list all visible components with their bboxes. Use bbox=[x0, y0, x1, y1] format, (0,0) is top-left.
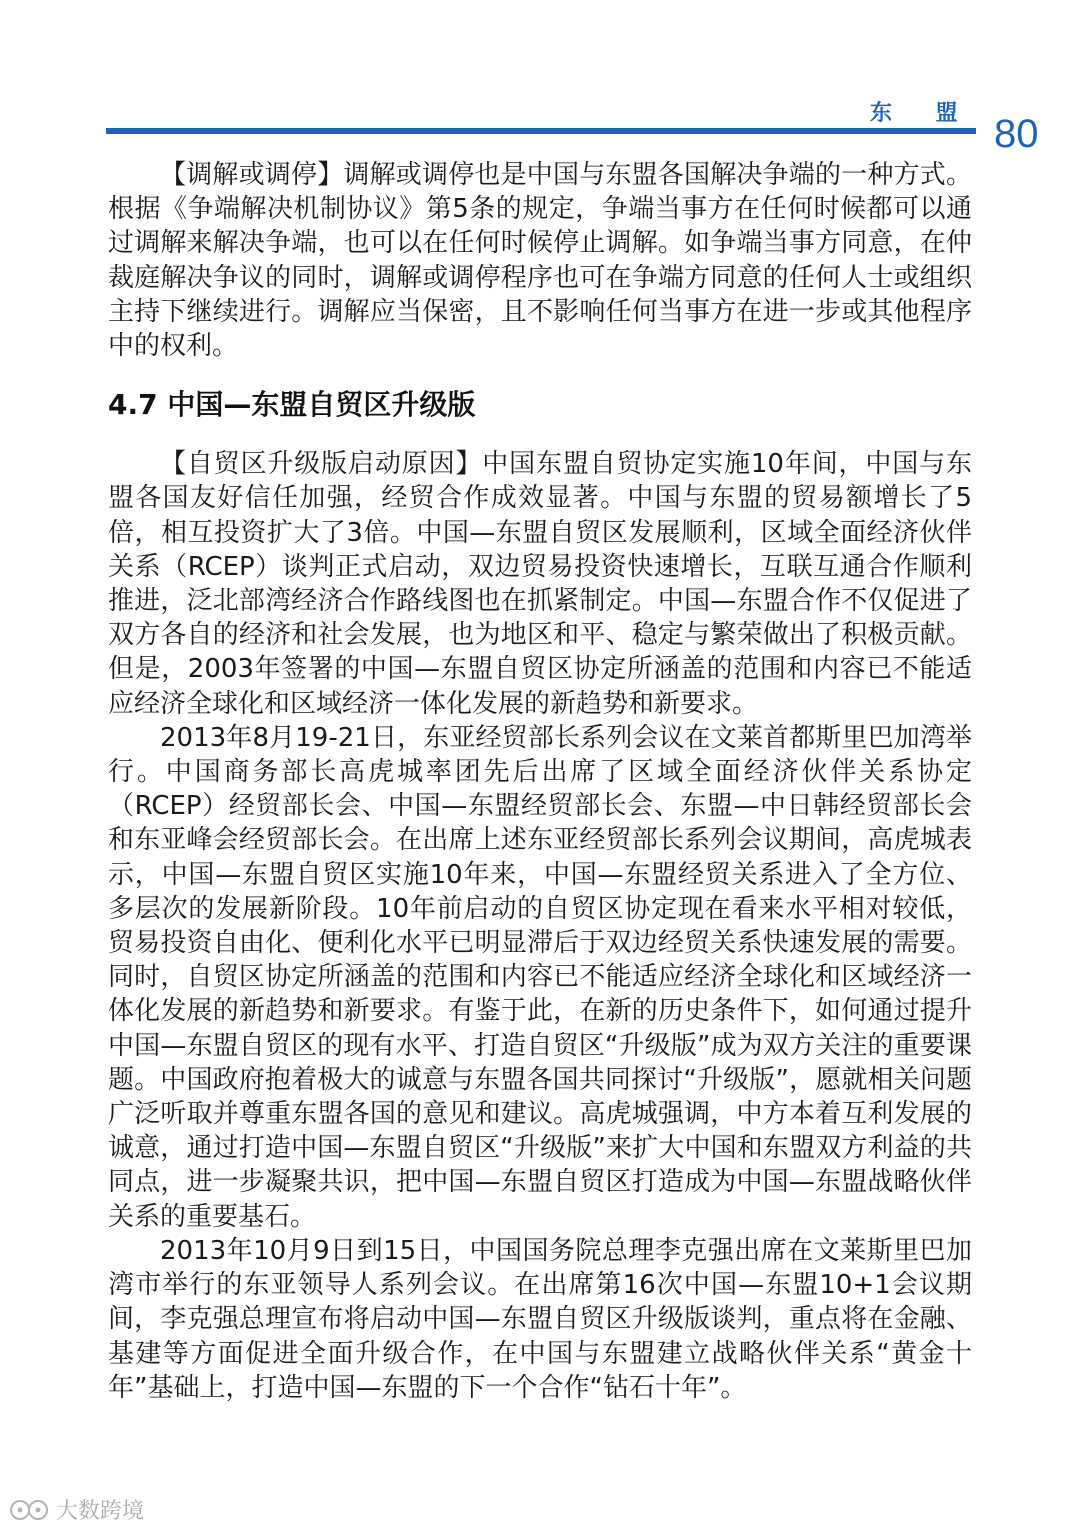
watermark-logo-icon bbox=[8, 1494, 52, 1524]
running-header-section: 东 盟 bbox=[870, 101, 976, 126]
paragraph-upgrade-reasons: 【自贸区升级版启动原因】中国东盟自贸协定实施10年间，中国与东盟各国友好信任加强，经贸合作成效显著。中国与东盟的贸易额增长了5倍，相互投资扩大了3倍。中国—东盟自贸区发展顺利，区域全面经济伙伴关系（RCEP）谈判正式启动，双边贸易投资快速增长，互联互通合作顺利推进，泛北部湾经济合作路线图也在抓紧制定。中国—东盟合作不仅促进了双方各自的经济和社会发展，也为地区和平、稳定与繁荣做出了积极贡献。但是，2003年签署的中国—东盟自贸区协定所涵盖的范围和内容已不能适应经济全球化和区域经济一体化发展的新趋势和新要求。 bbox=[108, 449, 972, 719]
paragraph-2013-august: 2013年8月19-21日，东亚经贸部长系列会议在文莱首都斯里巴加湾举行。中国商务部长高虎城率团先后出席了区域全面经济伙伴关系协定（RCEP）经贸部长会、中国—东盟经贸部长会、东盟—中日韩经贸部长会和东亚峰会经贸部长会。在出席上述东亚经贸部长系列会议期间，高虎城表示，中国—东盟自贸区实施10年来，中国—东盟经贸关系进入了全方位、多层次的发展新阶段。10年前启动的自贸区协定现在看来水平相对较低，贸易投资自由化、便利化水平已明显滞后于双边经贸关系快速发展的需要。同时，自贸区协定所涵盖的范围和内容已不能适应经济全球化和区域经济一体化发展的新趋势和新要求。有鉴于此，在新的历史条件下，如何通过提升中国—东盟自贸区的现有水平、打造自贸区“升级版”成为双方关注的重要课题。中国政府抱着极大的诚意与东盟各国共同探讨“升级版”，愿就相关问题广泛听取并尊重东盟各国的意见和建议。高虎城强调，中方本着互利发展的诚意，通过打造中国—东盟自贸区“升级版”来扩大中国和东盟双方利益的共同点，进一步凝聚共识，把中国—东盟自贸区打造成为中国—东盟战略伙伴关系的重要基石。 bbox=[108, 722, 972, 1232]
watermark-text: 大数跨境 bbox=[56, 1498, 145, 1524]
page-number: 80 bbox=[994, 112, 1039, 156]
section-heading: 4.7 中国—东盟自贸区升级版 bbox=[108, 388, 476, 422]
watermark bbox=[8, 1492, 144, 1526]
paragraph-mediation: 【调解或调停】调解或调停也是中国与东盟各国解决争端的一种方式。根据《争端解决机制协议》第5条的规定，争端当事方在任何时候都可以通过调解来解决争端，也可以在任何时候停止调解。如争端当事方同意，在仲裁庭解决争议的同时，调解或调停程序也可在争端方同意的任何人士或组织主持下继续进行。调解应当保密，且不影响任何当事方在进一步或其他程序中的权利。 bbox=[108, 160, 972, 362]
page-body bbox=[108, 158, 972, 1405]
header-rule bbox=[106, 128, 976, 134]
paragraph-2013-october: 2013年10月9日到15日，中国国务院总理李克强出席在文莱斯里巴加湾市举行的东亚领导人系列会议。在出席第16次中国—东盟10+1会议期间，李克强总理宣布将启动中国—东盟自贸区升级版谈判，重点将在金融、基建等方面促进全面升级合作，在中国与东盟建立战略伙伴关系“黄金十年”基础上，打造中国—东盟的下一个合作“钻石十年”。 bbox=[108, 1235, 972, 1403]
